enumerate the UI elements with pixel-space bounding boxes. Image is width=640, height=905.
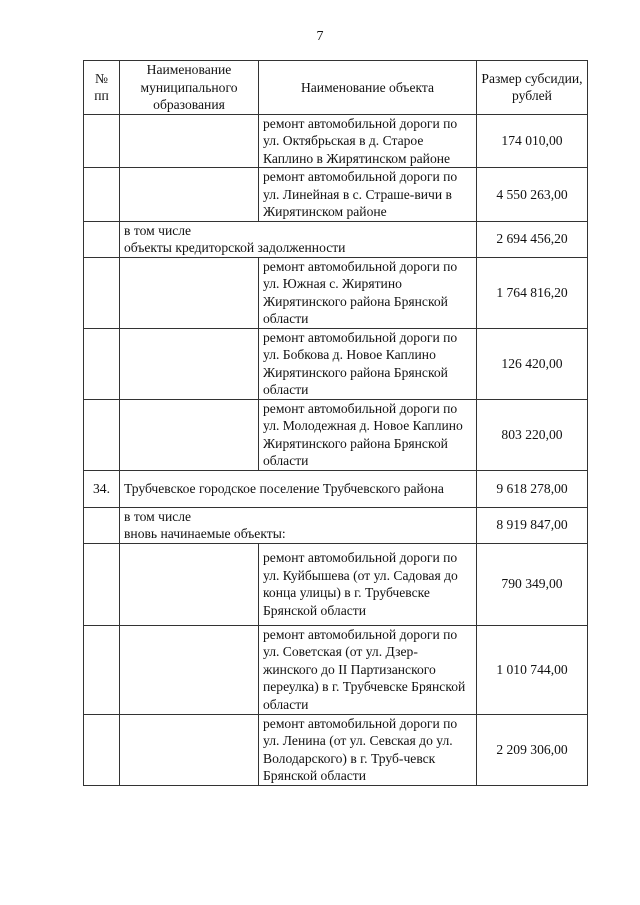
header-number — [84, 61, 120, 115]
row-municipality-cell — [120, 328, 259, 399]
object-amount: 1 764 816,20 — [477, 257, 588, 328]
row-municipality-cell — [120, 543, 259, 625]
row-number-cell — [84, 221, 120, 257]
row-number-cell — [84, 625, 120, 714]
object-name: ремонт автомобильной дороги по ул. Линейная в с. Страше-вичи в Жирятинском районе — [259, 168, 477, 222]
object-name: ремонт автомобильной дороги по ул. Советская (от ул. Дзер-жинского до II Партизанского переулка) в г. Трубчевске Брянской области — [259, 625, 477, 714]
subtotal-label-line1: в том числе — [124, 222, 192, 238]
subtotal-amount: 2 694 456,20 — [477, 221, 588, 257]
subtotal-label — [120, 507, 477, 543]
header-amount: Размер субсидии, рублей — [477, 61, 588, 115]
row-number-cell — [84, 543, 120, 625]
row-number-cell — [84, 257, 120, 328]
municipality-amount: 9 618 278,00 — [477, 470, 588, 507]
table-row — [84, 328, 588, 399]
subtotal-label — [120, 221, 477, 257]
table-row — [84, 543, 588, 625]
row-municipality-cell — [120, 257, 259, 328]
table-row — [84, 625, 588, 714]
row-municipality-cell — [120, 168, 259, 222]
object-name: ремонт автомобильной дороги по ул. Южная с. Жирятино Жирятинского района Брянской области — [259, 257, 477, 328]
subtotal-label-line2: объекты кредиторской задолженности — [124, 240, 346, 255]
header-number-line2: пп — [94, 88, 109, 104]
subsidy-table — [83, 60, 588, 786]
row-number-cell — [84, 328, 120, 399]
object-amount: 126 420,00 — [477, 328, 588, 399]
row-number-cell — [84, 507, 120, 543]
object-name: ремонт автомобильной дороги по ул. Бобкова д. Новое Каплино Жирятинского района Брянской области — [259, 328, 477, 399]
object-amount: 174 010,00 — [477, 114, 588, 168]
row-municipality-cell — [120, 625, 259, 714]
row-number-cell — [84, 714, 120, 785]
object-amount: 2 209 306,00 — [477, 714, 588, 785]
row-municipality-cell — [120, 114, 259, 168]
row-number-cell — [84, 114, 120, 168]
row-number-cell — [84, 399, 120, 470]
header-number-line1: № — [95, 70, 108, 86]
table-row — [84, 168, 588, 222]
table-row — [84, 399, 588, 470]
object-name: ремонт автомобильной дороги по ул. Ленина (от ул. Севская до ул. Володарского) в г. Труб-чевск Брянской области — [259, 714, 477, 785]
subtotal-amount: 8 919 847,00 — [477, 507, 588, 543]
table-row — [84, 714, 588, 785]
object-amount: 803 220,00 — [477, 399, 588, 470]
object-name: ремонт автомобильной дороги по ул. Молодежная д. Новое Каплино Жирятинского района Брянской области — [259, 399, 477, 470]
municipality-name: Трубчевское городское поселение Трубчевского района — [120, 470, 477, 507]
row-municipality-cell — [120, 714, 259, 785]
header-object: Наименование объекта — [259, 61, 477, 115]
page-number: 7 — [316, 29, 324, 44]
subtotal-row — [84, 221, 588, 257]
municipality-row — [84, 470, 588, 507]
row-municipality-cell — [120, 399, 259, 470]
row-number-cell — [84, 168, 120, 222]
table-row — [84, 257, 588, 328]
table-row — [84, 114, 588, 168]
subtotal-row — [84, 507, 588, 543]
object-name: ремонт автомобильной дороги по ул. Октябрьская в д. Старое Каплино в Жирятинском районе — [259, 114, 477, 168]
header-municipality: Наименование муниципального образования — [120, 61, 259, 115]
object-amount: 790 349,00 — [477, 543, 588, 625]
object-name: ремонт автомобильной дороги по ул. Куйбышева (от ул. Садовая до конца улицы) в г. Трубчевске Брянской области — [259, 543, 477, 625]
row-number: 34. — [84, 470, 120, 507]
table-header-row — [84, 61, 588, 115]
subtotal-label-line2: вновь начинаемые объекты: — [124, 526, 286, 541]
object-amount: 4 550 263,00 — [477, 168, 588, 222]
subtotal-label-line1: в том числе — [124, 508, 192, 524]
object-amount: 1 010 744,00 — [477, 625, 588, 714]
